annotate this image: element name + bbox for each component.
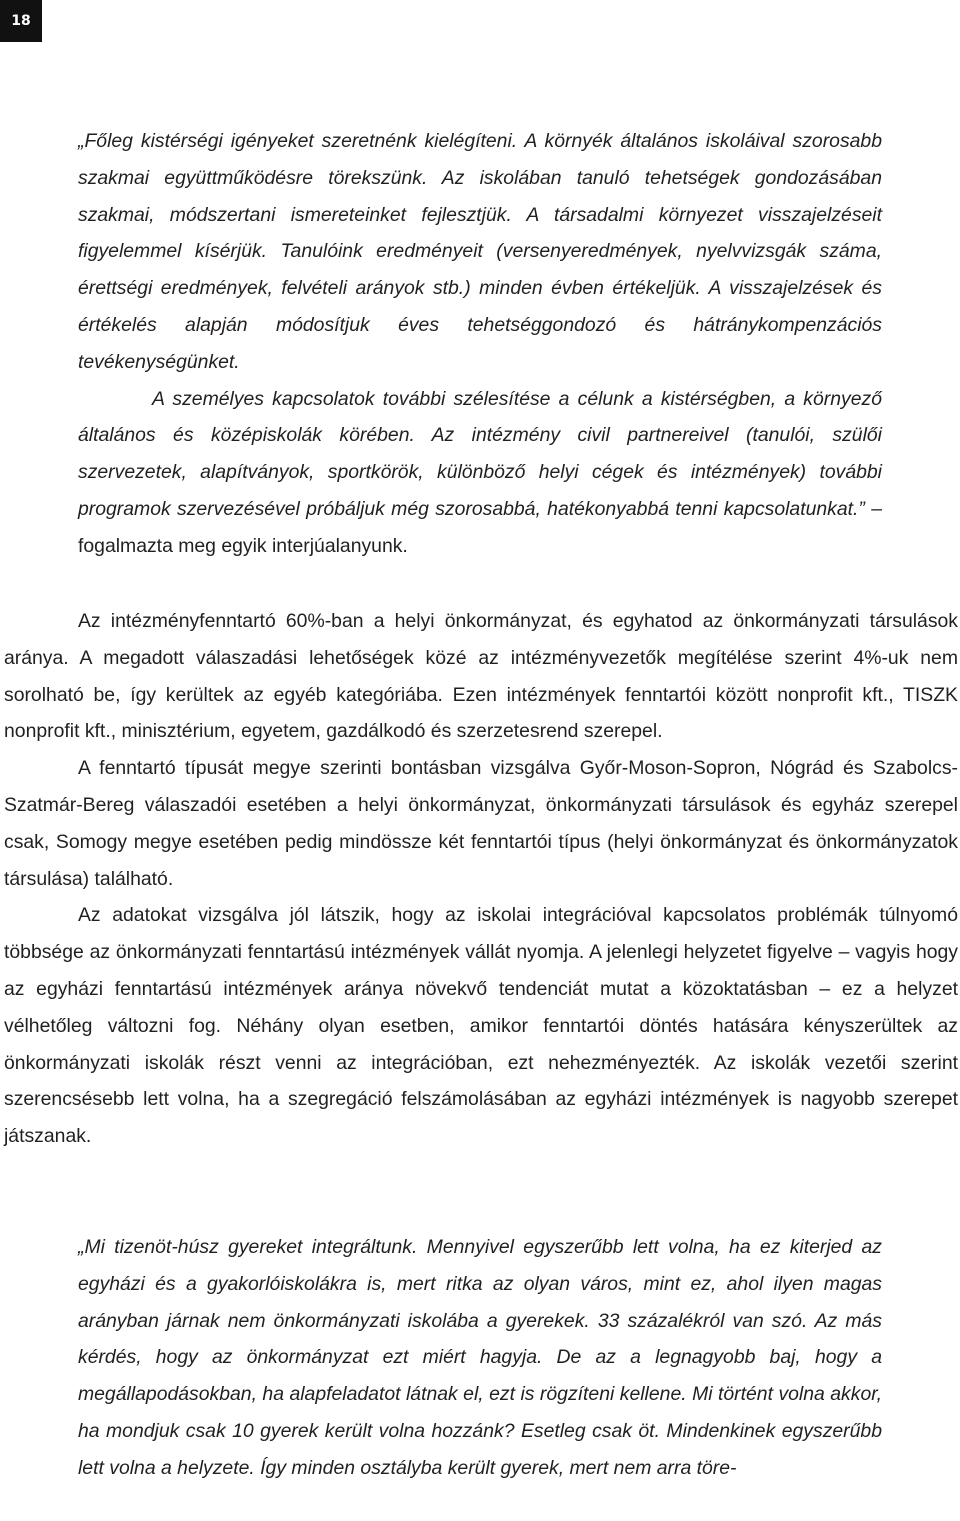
page-number: 18 bbox=[0, 0, 42, 42]
quote-paragraph bbox=[78, 381, 882, 565]
body-paragraph: Az intézményfenntartó 60%-ban a helyi önkormányzat, és egyhatod az önkormányzati társulások aránya. A megadott válaszadási lehetőségek közé az intézményvezetők megítélése szerint 4%-uk nem sorolható be, így kerültek az egyéb kategóriába. Ezen intézmények fenntartói között nonprofit kft., TISZK nonprofit kft., minisztérium, egyetem, gazdálkodó és szerzetesrend szerepel. bbox=[4, 610, 958, 743]
body-text bbox=[4, 603, 958, 1155]
body-paragraph: A fenntartó típusát megye szerinti bontásban vizsgálva Győr-Moson-Sopron, Nógrád és Szabolcs-Szatmár-Bereg válaszadói esetében a helyi önkormányzat, önkormányzati társulások és egyház szerepel csak, Somogy megye esetében pedig mindössze két fenntartói típus (helyi önkormányzat és önkormányzatok társulása) található. bbox=[4, 757, 958, 890]
quote-attribution: – fogalmazta meg egyik interjúalanyunk. bbox=[78, 497, 882, 557]
interview-quote-1 bbox=[78, 123, 882, 565]
quote-text: A személyes kapcsolatok további szélesítése a célunk a kistérségben, a környező általános és középiskolák körében. Az intézmény civil partnereivel (tanulói, szülői szervezetek, alapítványok, sportkörök, különböző helyi cégek és intézmények) további programok szervezésével próbáljuk még szorosabbá, hatékonyabbá tenni kapcsolatunkat.” bbox=[78, 387, 882, 520]
interview-quote-2 bbox=[78, 1229, 882, 1487]
body-paragraph: Az adatokat vizsgálva jól látszik, hogy az iskolai integrációval kapcsolatos problémák túlnyomó többsége az önkormányzati fenntartású intézmények vállát nyomja. A jelenlegi helyzetet figyelve – vagyis hogy az egyházi fenntartású intézmények aránya növekvő tendenciát mutat a közoktatásban – ez a helyzet vélhetőleg változni fog. Néhány olyan esetben, amikor fenntartói döntés hatására kényszerültek az önkormányzati iskolák részt venni az integrációban, ezt nehezményezték. Az iskolák vezetői szerint szerencsésebb lett volna, ha a szegregáció felszámolásában az egyházi intézmények is nagyobb szerepet játszanak. bbox=[4, 904, 958, 1148]
quote-paragraph: „Mi tizenöt-húsz gyereket integráltunk. Mennyivel egyszerűbb lett volna, ha ez kiterjed az egyházi és a gyakorlóiskolákra is, mert ritka az olyan város, mint ez, ahol ilyen magas arányban járnak nem önkormányzati iskolába a gyerekek. 33 százalékról van szó. Az más kérdés, hogy az önkormányzat ezt miért hagyja. De az a legnagyobb baj, hogy a megállapodásokban, ha alapfeladatot látnak el, ezt is rögzíteni kellene. Mi történt volna akkor, ha mondjuk csak 10 gyerek került volna hozzánk? Esetleg csak öt. Mindenkinek egyszerűbb lett volna a helyzete. Így minden osztályba került gyerek, mert nem arra töre- bbox=[78, 1236, 882, 1479]
quote-paragraph: „Főleg kistérségi igényeket szeretnénk kielégíteni. A környék általános iskoláival szorosabb szakmai együttműködésre törekszünk. Az iskolában tanuló tehetségek gondozásában szakmai, módszertani ismereteinket fejlesztjük. A társadalmi környezet visszajelzéseit figyelemmel kísérjük. Tanulóink eredményeit (versenyeredmények, nyelvvizsgák száma, érettségi eredmények, felvételi arányok stb.) minden évben értékeljük. A visszajelzések és értékelés alapján módosítjuk éves tehetséggondozó és hátránykompenzációs tevékenységünket. bbox=[78, 130, 882, 373]
